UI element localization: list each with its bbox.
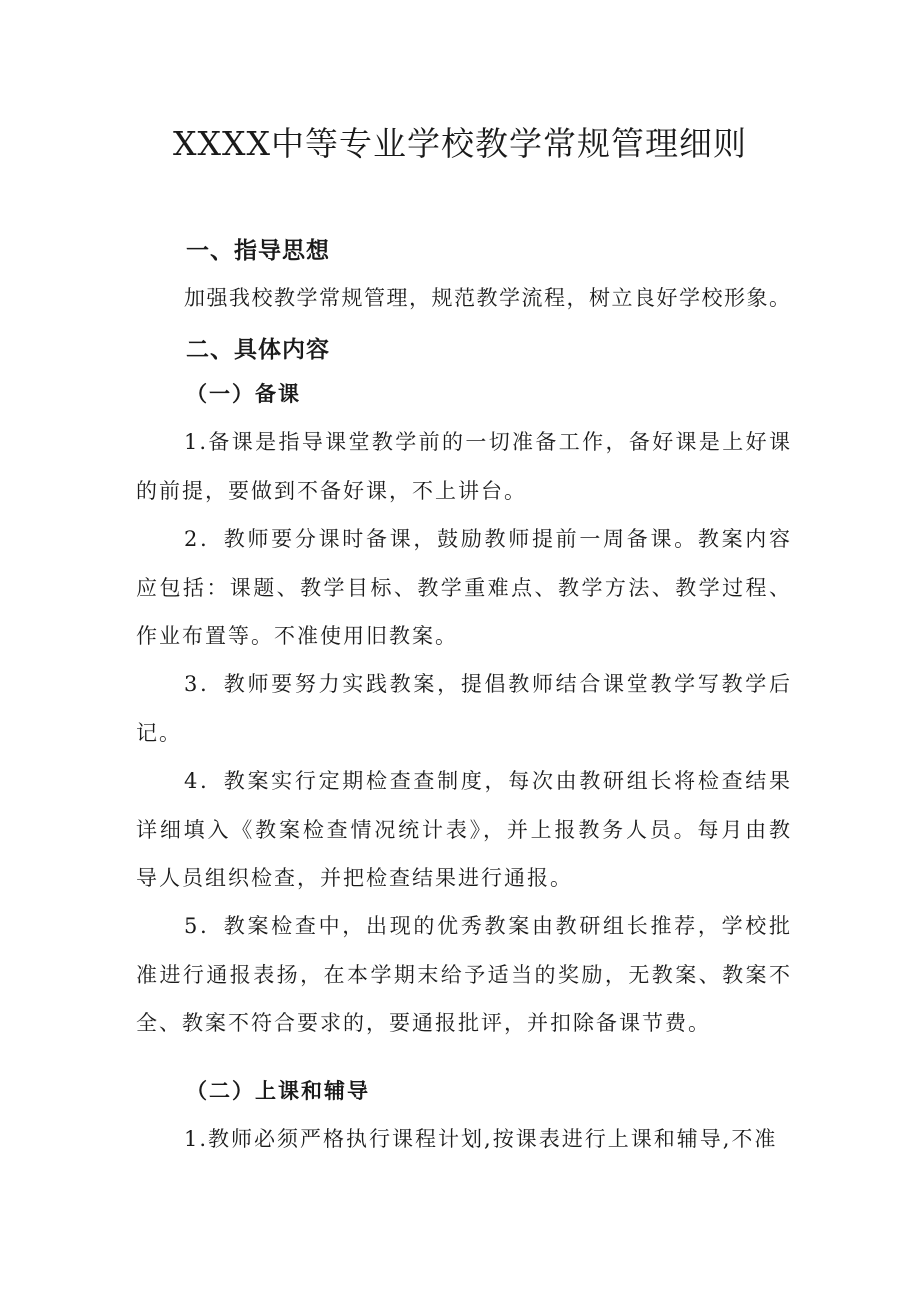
guiding-thought-text: 加强我校教学常规管理，规范教学流程，树立良好学校形象。 bbox=[184, 286, 792, 310]
section-heading-specific-content: 二、具体内容 bbox=[186, 337, 330, 363]
section-heading-guiding-thought: 一、指导思想 bbox=[186, 238, 330, 264]
document-title: XXXX中等专业学校教学常规管理细则 bbox=[173, 124, 747, 163]
subsection-heading-teaching-tutoring: （二）上课和辅导 bbox=[186, 1078, 370, 1103]
lesson-prep-item-5: 5．教案检查中，出现的优秀教案由教研组长推荐，学校批准进行通报表扬，在本学期末给予适当的奖励，无教案、教案不全、教案不符合要求的，要通报批评，并扣除备课节费。 bbox=[136, 914, 792, 1035]
teaching-tutoring-item-1: 1.教师必须严格执行课程计划,按课表进行上课和辅导,不准 bbox=[184, 1127, 778, 1151]
lesson-prep-item-4: 4．教案实行定期检查查制度，每次由教研组长将检查结果详细填入《教案检查情况统计表》，并上报教务人员。每月由教导人员组织检查，并把检查结果进行通报。 bbox=[136, 769, 792, 890]
subsection-heading-lesson-prep: （一）备课 bbox=[186, 381, 301, 406]
lesson-prep-item-3: 3．教师要努力实践教案，提倡教师结合课堂教学写教学后记。 bbox=[136, 672, 792, 745]
lesson-prep-item-2: 2．教师要分课时备课，鼓励教师提前一周备课。教案内容应包括：课题、教学目标、教学重难点、教学方法、教学过程、作业布置等。不准使用旧教案。 bbox=[136, 527, 792, 648]
lesson-prep-item-1: 1.备课是指导课堂教学前的一切准备工作，备好课是上好课的前提，要做到不备好课，不上讲台。 bbox=[136, 430, 792, 503]
